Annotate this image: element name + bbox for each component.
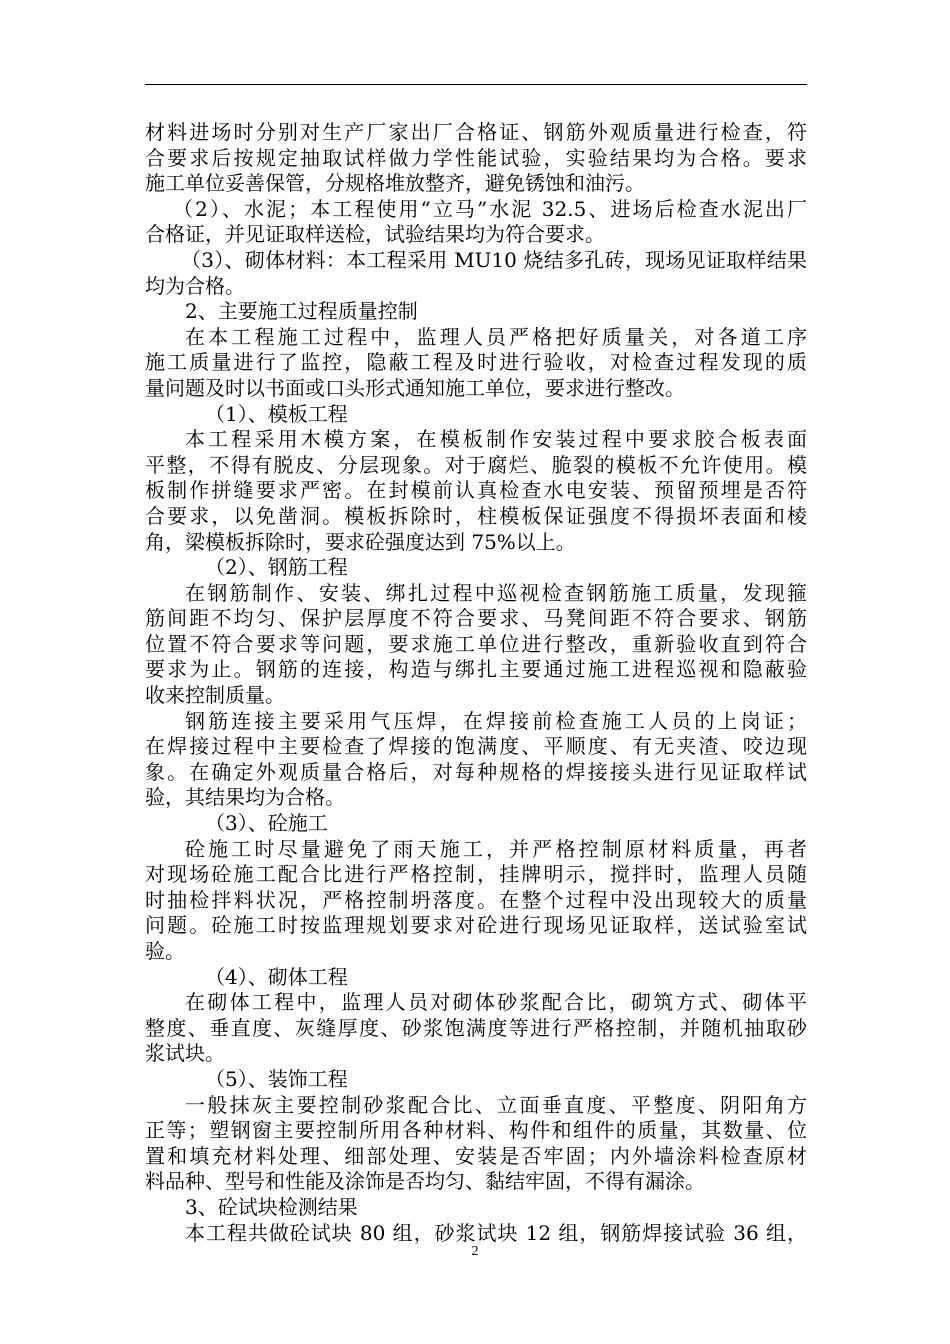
text-line: 均为合格。 [145, 273, 245, 298]
text-line: 在本工程施工过程中，监理人员严格把好质量关，对各道工序 [185, 324, 807, 349]
text-line: 整度、垂直度、灰缝厚度、砂浆饱满度等进行严格控制，并随机抽取砂 [145, 1015, 807, 1040]
text-line: 合格证，并见证取样送检，试验结果均为符合要求。 [145, 222, 605, 247]
page-number: 2 [471, 1244, 479, 1259]
text-line: 一般抹灰主要控制砂浆配合比、立面垂直度、平整度、阴阳角方 [185, 1092, 807, 1117]
text-line: 在焊接过程中主要检查了焊接的饱满度、平顺度、有无夹渣、咬边现 [145, 734, 807, 759]
text-line: 置和填充材料处理、细部处理、安装是否牢固；内外墙涂料检查原材 [145, 1143, 807, 1168]
text-line: 要求为止。钢筋的连接，构造与绑扎主要通过施工进程巡视和隐蔽验 [145, 657, 807, 682]
text-line: （1）、模板工程 [205, 401, 348, 426]
text-line: 浆试块。 [145, 1041, 225, 1066]
text-line: 验。 [145, 939, 185, 963]
text-line: （2）、钢筋工程 [205, 555, 348, 580]
text-line: 砼施工时尽量避免了雨天施工，并严格控制原材料质量，再者 [185, 836, 807, 861]
text-line: 在钢筋制作、安装、绑扎过程中巡视检查钢筋施工质量，发现箍 [185, 580, 807, 605]
text-line: 本工程采用木模方案，在模板制作安装过程中要求胶合板表面 [185, 427, 807, 452]
text-line: 材料进场时分别对生产厂家出厂合格证、钢筋外观质量进行检查，符 [145, 120, 807, 144]
text-line: 位置不符合要求等问题，要求施工单位进行整改，重新验收直到符合 [145, 631, 807, 656]
text-line: （5）、装饰工程 [205, 1066, 348, 1091]
body-text [145, 120, 807, 1246]
text-line: 本工程共做砼试块 80 组，砂浆试块 12 组，钢筋焊接试验 36 组， [185, 1220, 807, 1245]
text-line: 在砌体工程中，监理人员对砌体砂浆配合比，砌筑方式、砌体平 [185, 990, 807, 1015]
text-line: （2）、水泥；本工程使用“立马”水泥 32.5、进场后检查水泥出厂 [173, 196, 807, 221]
text-line: 3、砼试块检测结果 [185, 1194, 358, 1219]
text-line: 平整，不得有脱皮、分层现象。对于腐烂、脆裂的模板不允许使用。模 [145, 452, 807, 477]
text-line: （3）、砌体材料：本工程采用 MU10 烧结多孔砖，现场见证取样结果 [181, 247, 807, 272]
text-line: 时抽检拌料状况，严格控制坍落度。在整个过程中没出现较大的质量 [145, 887, 807, 912]
text-line: 正等；塑钢窗主要控制所用各种材料、构件和组件的质量，其数量、位 [145, 1118, 807, 1143]
text-line: 合要求后按规定抽取试样做力学性能试验，实验结果均为合格。要求 [145, 145, 807, 170]
text-line: （3）、砼施工 [205, 811, 328, 836]
text-line: 角，梁模板拆除时，要求砼强度达到 75%以上。 [145, 529, 576, 554]
text-line: 板制作拼缝要求严密。在封模前认真检查水电安装、预留预埋是否符 [145, 478, 807, 503]
text-line: 象。在确定外观质量合格后，对每种规格的焊接接头进行见证取样试 [145, 759, 807, 784]
text-line: 验，其结果均为合格。 [145, 785, 345, 810]
text-line: 量问题及时以书面或口头形式通知施工单位，要求进行整改。 [145, 375, 685, 400]
text-line: 合要求，以免凿洞。模板拆除时，柱模板保证强度不得损坏表面和棱 [145, 503, 807, 528]
text-line: 施工质量进行了监控，隐蔽工程及时进行验收，对检查过程发现的质 [145, 350, 807, 375]
text-line: 2、主要施工过程质量控制 [185, 299, 418, 324]
header-rule [145, 84, 807, 85]
text-line: 问题。砼施工时按监理规划要求对砼进行现场见证取样，送试验室试 [145, 913, 807, 938]
text-line: 筋间距不均匀、保护层厚度不符合要求、马凳间距不符合要求、钢筋 [145, 606, 807, 631]
text-line: 料品种、型号和性能及涂饰是否均匀、黏结牢固，不得有漏涂。 [145, 1169, 705, 1194]
text-line: 收来控制质量。 [145, 683, 285, 708]
text-line: （4）、砌体工程 [205, 964, 348, 989]
text-line: 钢筋连接主要采用气压焊，在焊接前检查施工人员的上岗证； [185, 708, 807, 733]
text-line: 对现场砼施工配合比进行严格控制，挂牌明示，搅拌时，监理人员随 [145, 862, 807, 887]
text-line: 施工单位妥善保管，分规格堆放整齐，避免锈蚀和油污。 [145, 171, 645, 196]
